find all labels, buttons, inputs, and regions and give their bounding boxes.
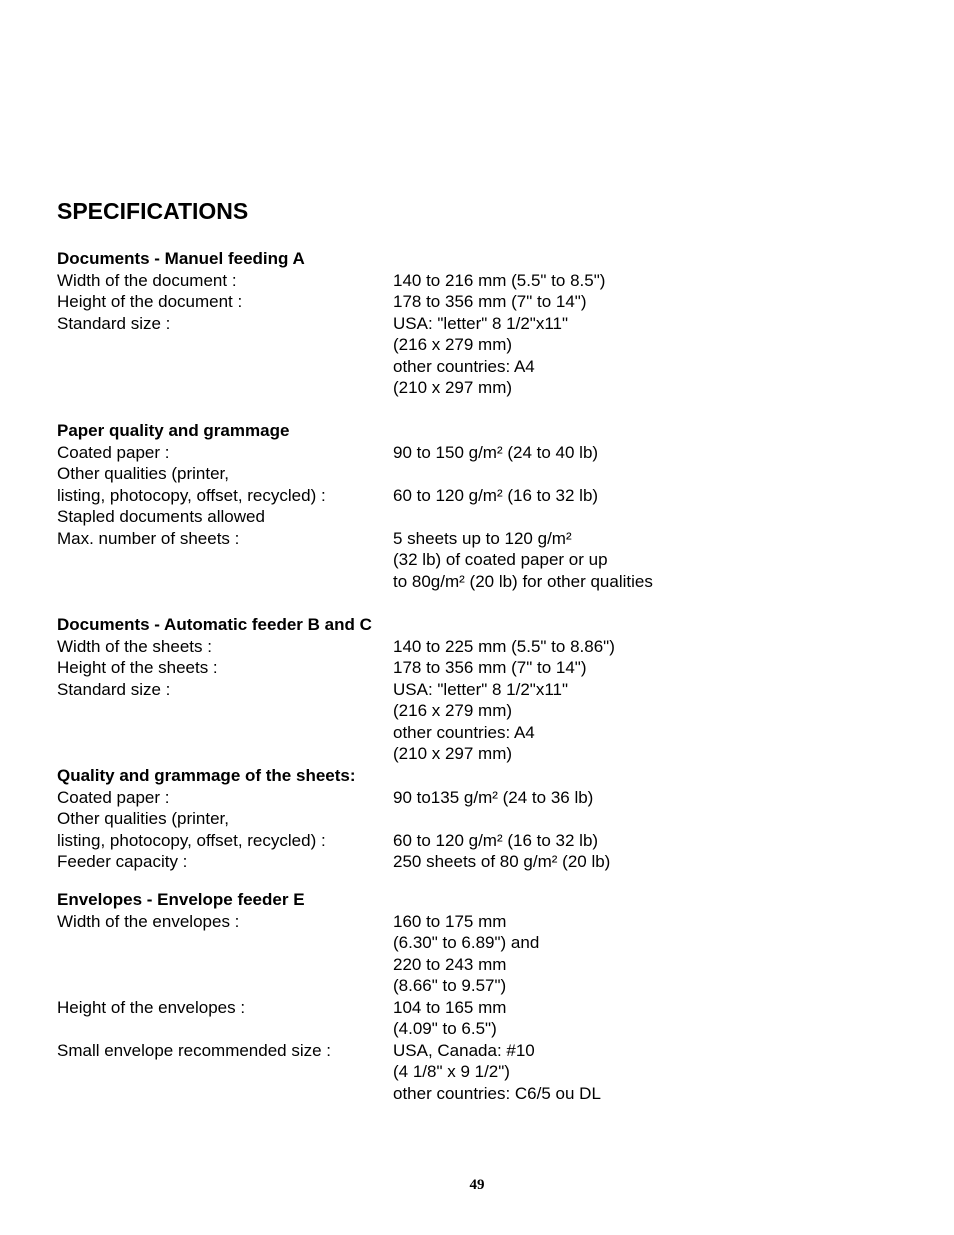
spec-section: [57, 420, 917, 592]
spec-value: [393, 657, 917, 679]
spec-value: [393, 808, 917, 851]
page-number: 49: [469, 1177, 485, 1193]
spec-label-line: Width of the envelopes :: [57, 911, 240, 931]
section-heading: Envelopes - Envelope feeder E: [57, 890, 305, 909]
page-title: SPECIFICATIONS: [57, 198, 249, 224]
spec-label-line: Width of the sheets :: [57, 636, 212, 656]
spec-label-line: Width of the document :: [57, 270, 237, 290]
spec-label: [57, 270, 393, 292]
spec-value: [393, 787, 917, 809]
spec-row: [57, 463, 917, 506]
spec-value: [393, 679, 917, 765]
spec-value-line: [393, 808, 917, 830]
spec-label-line: Standard size :: [57, 679, 171, 699]
spec-value-line: 220 to 243 mm: [393, 954, 507, 974]
spec-value-line: (216 x 279 mm): [393, 335, 513, 354]
spec-label-line: listing, photocopy, offset, recycled) :: [57, 830, 326, 850]
spec-row: [57, 506, 917, 528]
spec-label: [57, 463, 393, 506]
spec-value: [393, 442, 917, 464]
spec-value-line: 250 sheets of 80 g/m² (20 lb): [393, 852, 611, 871]
spec-row: [57, 442, 917, 464]
spec-value-line: 104 to 165 mm: [393, 997, 507, 1017]
spec-value-line: 90 to135 g/m² (24 to 36 lb): [393, 787, 594, 807]
spec-label-line: Max. number of sheets :: [57, 528, 240, 548]
spec-value: [393, 911, 917, 997]
spec-row: [57, 911, 917, 997]
spec-label-line: Other qualities (printer,: [57, 464, 229, 483]
spec-label-line: listing, photocopy, offset, recycled) :: [57, 485, 326, 505]
spec-label-line: Stapled documents allowed: [57, 507, 265, 526]
spec-value-line: other countries: A4: [393, 722, 535, 742]
spec-label: [57, 679, 393, 765]
spec-label: [57, 636, 393, 658]
section-heading: Documents - Manuel feeding A: [57, 249, 305, 268]
spec-value-line: (210 x 297 mm): [393, 378, 513, 397]
spec-value-line: 160 to 175 mm: [393, 911, 507, 931]
spec-value: [393, 1040, 917, 1105]
spec-section: [57, 889, 917, 1104]
spec-value-line: (216 x 279 mm): [393, 701, 513, 720]
spec-section: [57, 248, 917, 399]
spec-label: [57, 1040, 393, 1105]
spec-value: [393, 463, 917, 506]
spec-value-line: (4.09" to 6.5"): [393, 1019, 497, 1038]
spec-row: [57, 1040, 917, 1105]
spec-label: [57, 911, 393, 997]
spec-value: [393, 851, 917, 873]
spec-value-line: (6.30" to 6.89") and: [393, 933, 540, 952]
spec-value-line: 60 to 120 g/m² (16 to 32 lb): [393, 485, 599, 505]
spec-label-line: Standard size :: [57, 313, 171, 333]
spec-label-line: Height of the sheets :: [57, 658, 218, 677]
spec-row: [57, 313, 917, 399]
spec-label: [57, 997, 393, 1040]
spec-value: [393, 506, 917, 528]
spec-row: [57, 657, 917, 679]
spec-value-line: 178 to 356 mm (7" to 14"): [393, 658, 587, 677]
spec-value-line: other countries: C6/5 ou DL: [393, 1083, 601, 1103]
spec-value-line: (8.66" to 9.57"): [393, 976, 507, 995]
spec-value: [393, 528, 917, 593]
spec-label-line: Height of the envelopes :: [57, 997, 246, 1017]
spec-value-line: 178 to 356 mm (7" to 14"): [393, 292, 587, 311]
spec-row: [57, 528, 917, 593]
spec-row: [57, 851, 917, 873]
spec-value-line: to 80g/m² (20 lb) for other qualities: [393, 571, 653, 591]
spec-value: [393, 636, 917, 658]
spec-value-line: USA: "letter" 8 1/2"x11": [393, 679, 569, 699]
spec-value-line: other countries: A4: [393, 356, 535, 376]
spec-value-line: 90 to 150 g/m² (24 to 40 lb): [393, 442, 599, 462]
spec-value-line: 140 to 225 mm (5.5" to 8.86"): [393, 636, 615, 656]
spec-label: [57, 442, 393, 464]
spec-label: [57, 506, 393, 528]
spec-row: [57, 636, 917, 658]
spec-value-line: [393, 506, 917, 528]
spec-label-line: Height of the document :: [57, 292, 243, 311]
spec-value-line: USA: "letter" 8 1/2"x11": [393, 313, 569, 333]
spec-value: [393, 270, 917, 292]
spec-label-line: Coated paper :: [57, 787, 170, 807]
spec-label: [57, 528, 393, 593]
spec-value-line: (4 1/8" x 9 1/2"): [393, 1062, 510, 1081]
spec-value-line: USA, Canada: #10: [393, 1040, 535, 1060]
spec-row: [57, 679, 917, 765]
spec-row: [57, 270, 917, 292]
spec-label-line: Other qualities (printer,: [57, 809, 229, 828]
spec-label: [57, 787, 393, 809]
spec-row: [57, 291, 917, 313]
section-heading: Quality and grammage of the sheets:: [57, 766, 356, 785]
spec-section: [57, 765, 917, 873]
spec-label: [57, 851, 393, 873]
spec-label-line: Small envelope recommended size :: [57, 1040, 332, 1060]
spec-row: [57, 808, 917, 851]
spec-label: [57, 808, 393, 851]
spec-value-line: [393, 463, 917, 485]
spec-label-line: Feeder capacity :: [57, 852, 188, 871]
spec-value: [393, 291, 917, 313]
spec-value-line: 140 to 216 mm (5.5" to 8.5"): [393, 270, 606, 290]
spec-value: [393, 313, 917, 399]
spec-value-line: (210 x 297 mm): [393, 744, 513, 763]
spec-label: [57, 657, 393, 679]
spec-section: [57, 614, 917, 765]
spec-label: [57, 291, 393, 313]
spec-label-line: Coated paper :: [57, 442, 170, 462]
section-heading: Paper quality and grammage: [57, 421, 290, 440]
spec-row: [57, 997, 917, 1040]
spec-value-line: (32 lb) of coated paper or up: [393, 550, 608, 569]
spec-row: [57, 787, 917, 809]
section-heading: Documents - Automatic feeder B and C: [57, 615, 372, 634]
spec-value-line: 60 to 120 g/m² (16 to 32 lb): [393, 830, 599, 850]
spec-label: [57, 313, 393, 399]
spec-value: [393, 997, 917, 1040]
spec-value-line: 5 sheets up to 120 g/m²: [393, 528, 572, 548]
